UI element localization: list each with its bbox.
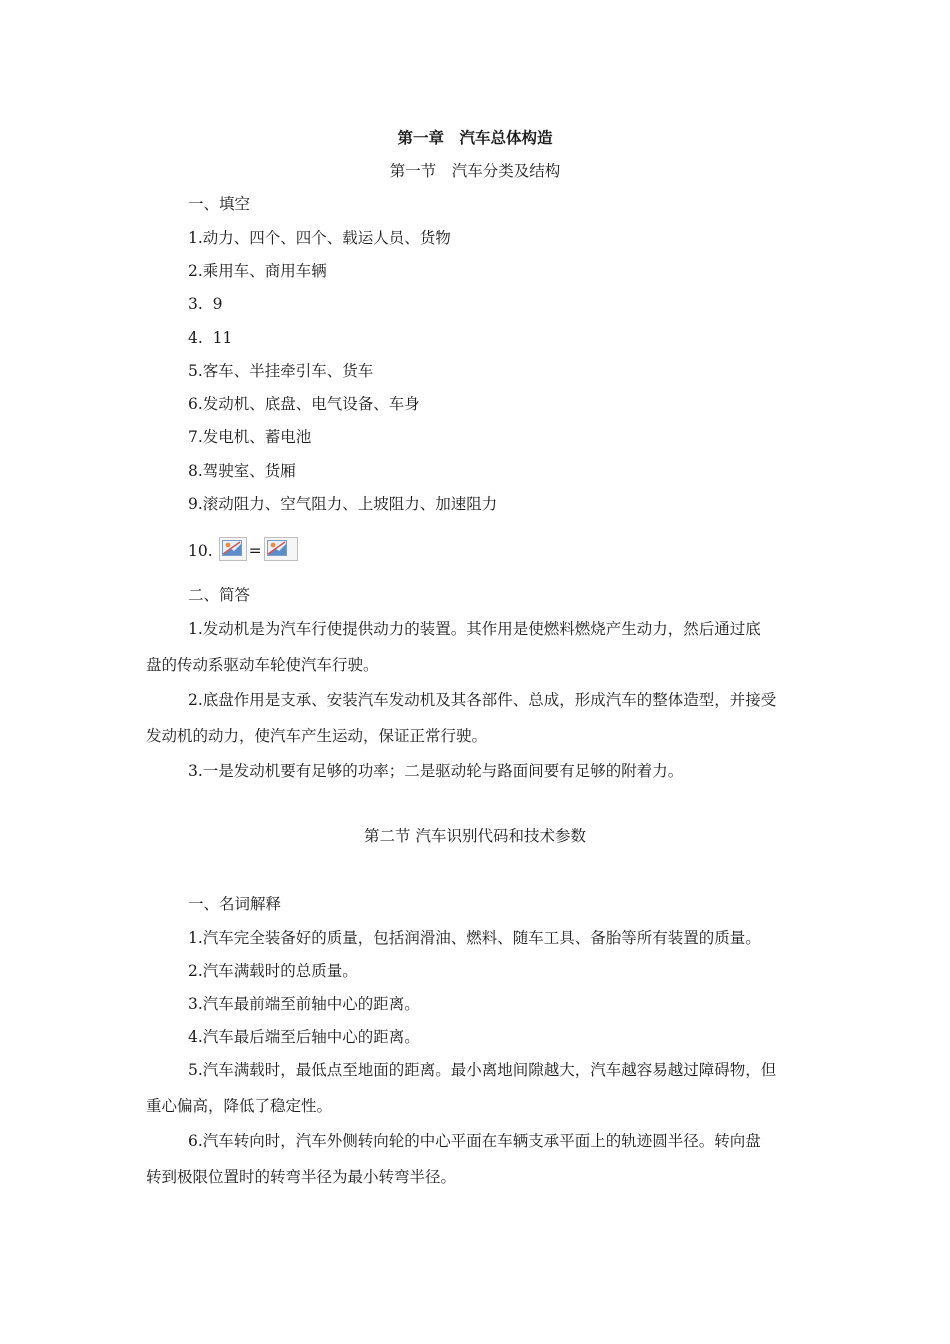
broken-image-icon [219, 537, 247, 561]
fill-heading: 一、填空 [188, 195, 251, 213]
fill-item-4: 4. 11 [188, 329, 233, 347]
term-item-6-line2: 转到极限位置时的转弯半径为最小转弯半径。 [146, 1168, 457, 1186]
short-answer-1-line1: 1.发动机是为汽车行使提供动力的装置。其作用是使燃料燃烧产生动力，然后通过底 [188, 620, 761, 638]
short-answer-2-line2: 发动机的动力，使汽车产生运动，保证正常行驶。 [146, 727, 488, 745]
section1-title: 第一节 汽车分类及结构 [389, 162, 561, 180]
short-answer-3: 3.一是发动机要有足够的功率；二是驱动轮与路面间要有足够的附着力。 [188, 762, 684, 780]
term-item-5-line1: 5.汽车满载时，最低点至地面的距离。最小离地间隙越大，汽车越容易越过障碍物，但 [188, 1061, 777, 1079]
term-item-3: 3.汽车最前端至前轴中心的距离。 [188, 995, 420, 1013]
short-answer-heading: 二、简答 [188, 586, 251, 604]
item10-number: 10. [188, 542, 213, 560]
fill-item-2: 2.乘用车、商用车辆 [188, 262, 327, 280]
term-item-1: 1.汽车完全装备好的质量，包括润滑油、燃料、随车工具、备胎等所有装置的质量。 [188, 929, 761, 947]
short-answer-1-line2: 盘的传动系驱动车轮使汽车行驶。 [146, 656, 379, 674]
term-item-4: 4.汽车最后端至后轴中心的距离。 [188, 1028, 420, 1046]
fill-item-5: 5.客车、半挂牵引车、货车 [188, 362, 374, 380]
fill-item-9: 9.滚动阻力、空气阻力、上坡阻力、加速阻力 [188, 495, 498, 513]
fill-item-7: 7.发电机、蓄电池 [188, 428, 312, 446]
term-heading: 一、名词解释 [188, 895, 282, 913]
chapter-title: 第一章 汽车总体构造 [397, 128, 553, 147]
broken-image-icon [222, 540, 242, 556]
section2-title: 第二节 汽车识别代码和技术参数 [364, 827, 586, 845]
fill-item-1: 1.动力、四个、四个、载运人员、货物 [188, 229, 451, 247]
term-item-6-line1: 6.汽车转向时，汽车外侧转向轮的中心平面在车辆支承平面上的轨迹圆半径。转向盘 [188, 1132, 761, 1150]
fill-item-10 [188, 537, 299, 561]
fill-item-8: 8.驾驶室、货厢 [188, 462, 296, 480]
short-answer-2-line1: 2.底盘作用是支承、安装汽车发动机及其各部件、总成，形成汽车的整体造型，并接受 [188, 691, 777, 709]
fill-item-3: 3. 9 [188, 295, 223, 313]
equals-sign: = [248, 542, 262, 560]
broken-image-icon [264, 537, 298, 561]
fill-item-6: 6.发动机、底盘、电气设备、车身 [188, 395, 420, 413]
broken-image-icon [267, 540, 287, 556]
term-item-5-line2: 重心偏高，降低了稳定性。 [146, 1097, 333, 1115]
term-item-2: 2.汽车满载时的总质量。 [188, 962, 358, 980]
